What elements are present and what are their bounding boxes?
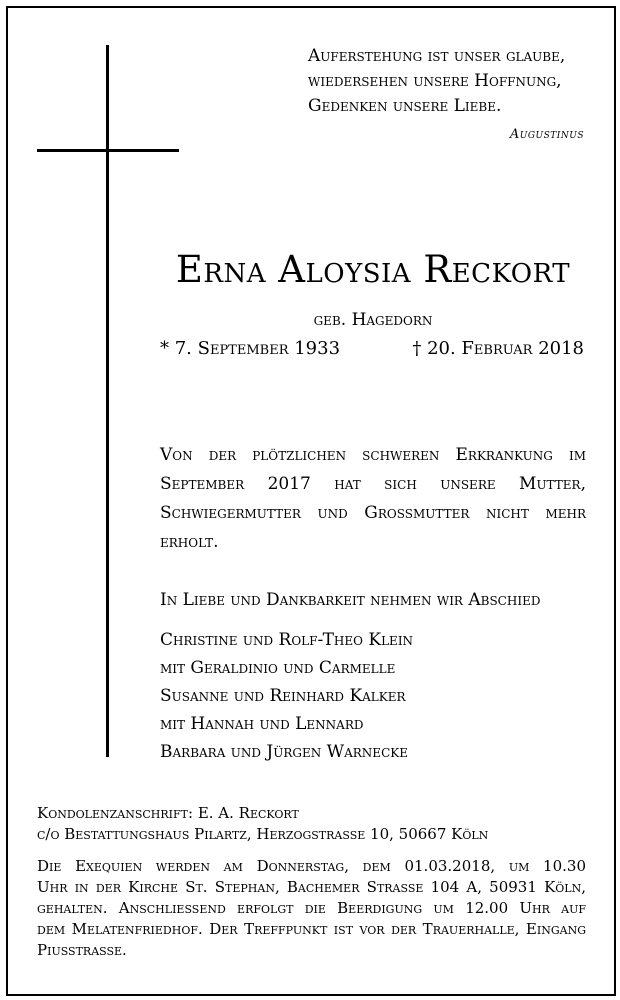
funeral-line: Uhr in der Kirche St. Stephan, Bachemer Straße 104 A, 50931 Köln, [37,878,586,896]
farewell-line: In Liebe und Dankbarkeit nehmen wir Abschied [160,590,541,610]
funeral-details [37,856,586,961]
funeral-line: gehalten. Anschließend erfolgt die Beerdigung um 12.00 Uhr auf [37,899,586,917]
message-line: Schwiegermutter und Großmutter nicht mehr [160,503,586,523]
condolence-line: c/o Bestattungshaus Pilartz, Herzogstraße 10, 50667 Köln [37,825,489,843]
mourners-list [160,626,413,766]
message-line: Von der plötzlichen schweren Erkrankung im [160,445,586,465]
quote-author: Augustinus [509,127,584,142]
maiden-name: geb. Hagedorn [313,310,433,330]
quote-line: wiedersehen unsere Hoffnung, [308,71,562,91]
funeral-line: Die Exequien werden am Donnerstag, dem 01.03.2018, um 10.30 [37,857,586,875]
condolence-address [37,803,586,845]
birth-date: * 7. September 1933 [160,338,341,359]
message-line: erholt. [160,532,219,552]
message-paragraph [160,441,586,557]
funeral-line: Piusstraße. [37,941,127,959]
mourner-entry: mit Hannah und Lennard [160,714,364,734]
death-date: † 20. Februar 2018 [412,338,584,359]
condolence-line: Kondolenzanschrift: E. A. Reckort [37,804,299,822]
message-line: September 2017 hat sich unsere Mutter, [160,474,586,494]
cross-horizontal-beam [37,149,179,152]
mourner-entry: Susanne und Reinhard Kalker [160,686,406,706]
quote-line: Auferstehung ist unser glaube, [308,46,566,66]
deceased-name: Erna Aloysia Reckort [175,248,571,291]
mourner-entry: mit Geraldinio und Carmelle [160,658,396,678]
quote-line: Gedenken unsere Liebe. [308,96,502,116]
mourner-entry: Christine und Rolf-Theo Klein [160,630,414,650]
funeral-line: dem Melatenfriedhof. Der Treffpunkt ist vor der Trauerhalle, Eingang [37,920,586,938]
mourner-entry: Barbara und Jürgen Warnecke [160,742,408,762]
quote-block [308,44,586,119]
